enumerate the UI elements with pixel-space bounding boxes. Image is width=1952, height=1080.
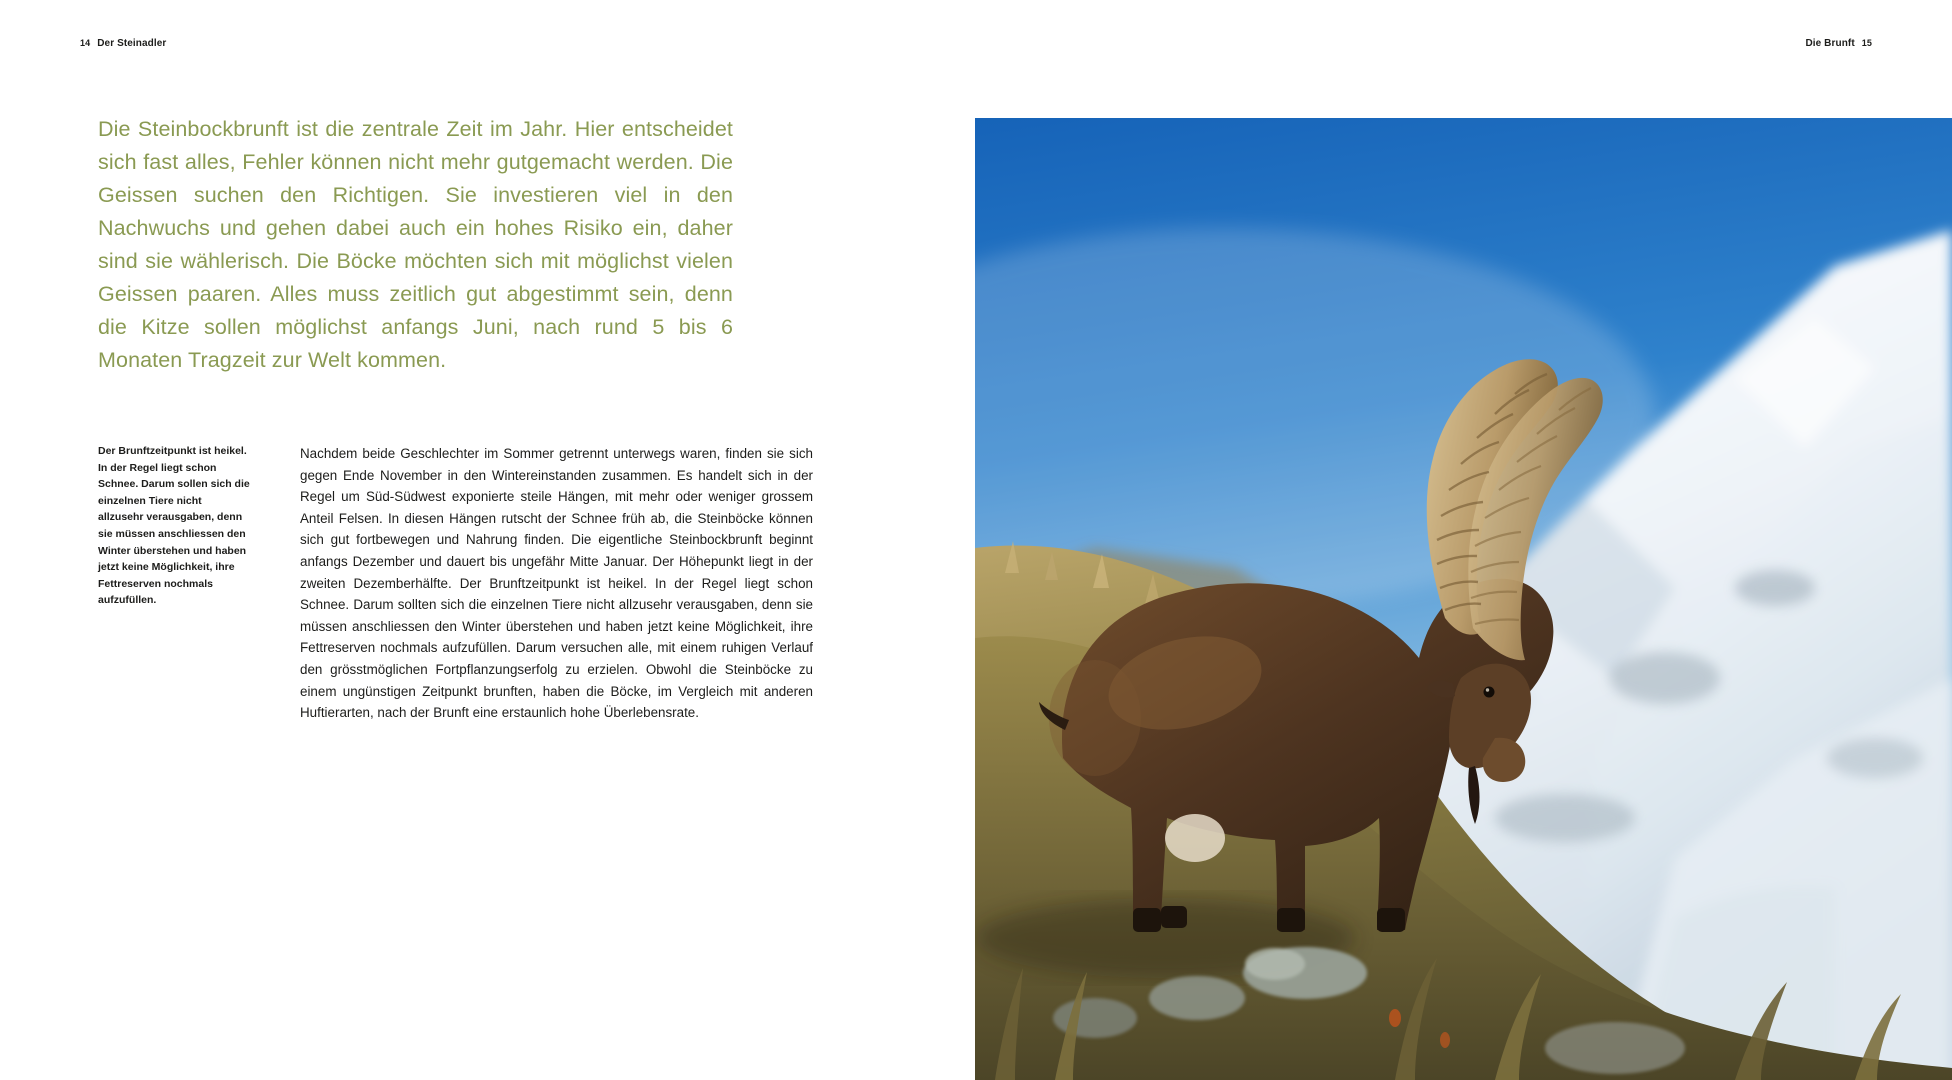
lead-paragraph: Die Steinbockbrunft ist die zentrale Zeit im Jahr. Hier entscheidet sich fast alles, Fehler können nicht mehr gutgemacht werden. Die Geissen suchen den Richtigen. Sie investieren viel in den Nachwuchs und gehen dabei auch ein hohes Risiko ein, daher sind sie wählerisch. Die Böcke möchten sich mit möglichst vielen Geissen paaren. Alles muss zeitlich gut abgestimmt sein, denn die Kitze sollen möglichst anfangs Juni, nach rund 5 bis 6 Monaten Tragzeit zur Welt kommen. [98,117,733,372]
body-text: Nachdem beide Geschlechter im Sommer getrennt unterwegs waren, finden sie sich gegen Ende November in den Wintereinstanden zusammen. Es handelt sich in der Regel um Süd-Südwest exponierte steile Hängen, mit mehr oder weniger grossem Anteil Felsen. In diesen Hängen rutscht der Schnee früh ab, die Steinböcke können sich gut fortbewegen und Nahrung finden. Die eigentliche Steinbockbrunft beginnt anfangs Dezember und dauert bis ungefähr Mitte Januar. Der Höhepunkt liegt in der zweiten Dezemberhälfte. Der Brunftzeitpunkt ist heikel. In der Regel liegt schon Schnee. Darum sollten sich die einzelnen Tiere nicht allzusehr verausgaben, denn sie müssen anschliessen den Winter überstehen und haben jetzt keine Möglichkeit, ihre Fettreserven nochmals aufzufüllen. Darum versuchen alle, mit einem ruhigen Verlauf den grösstmöglichen Fortpflanzungserfolg zu erzielen. Obwohl die Steinböcke zu einem ungünstigen Zeitpunkt brunften, haben die Böcke, im Vergleich mit anderen Huftierarten, nach der Brunft eine erstaunlich hohe Überlebensrate. [300,446,813,721]
running-head-left-label: Der Steinadler [97,38,167,49]
ibex-on-alpine-ridge-photo [975,118,1952,1080]
folio-right: 15 [1861,38,1872,48]
folio-left: 14 [80,38,91,48]
running-head-right-label: Die Brunft [1805,38,1855,49]
marginal-note: Der Brunftzeitpunkt ist heikel. In der Regel liegt schon Schnee. Darum sollen sich die einzelnen Tiere nicht allzusehr verausgaben, denn sie müssen anschliessen den Winter überstehen und haben jetzt keine Möglichkeit, ihre Fettreserven nochmals aufzufüllen. [98,445,250,607]
running-head-left [80,38,166,49]
running-head-right [1805,38,1872,49]
